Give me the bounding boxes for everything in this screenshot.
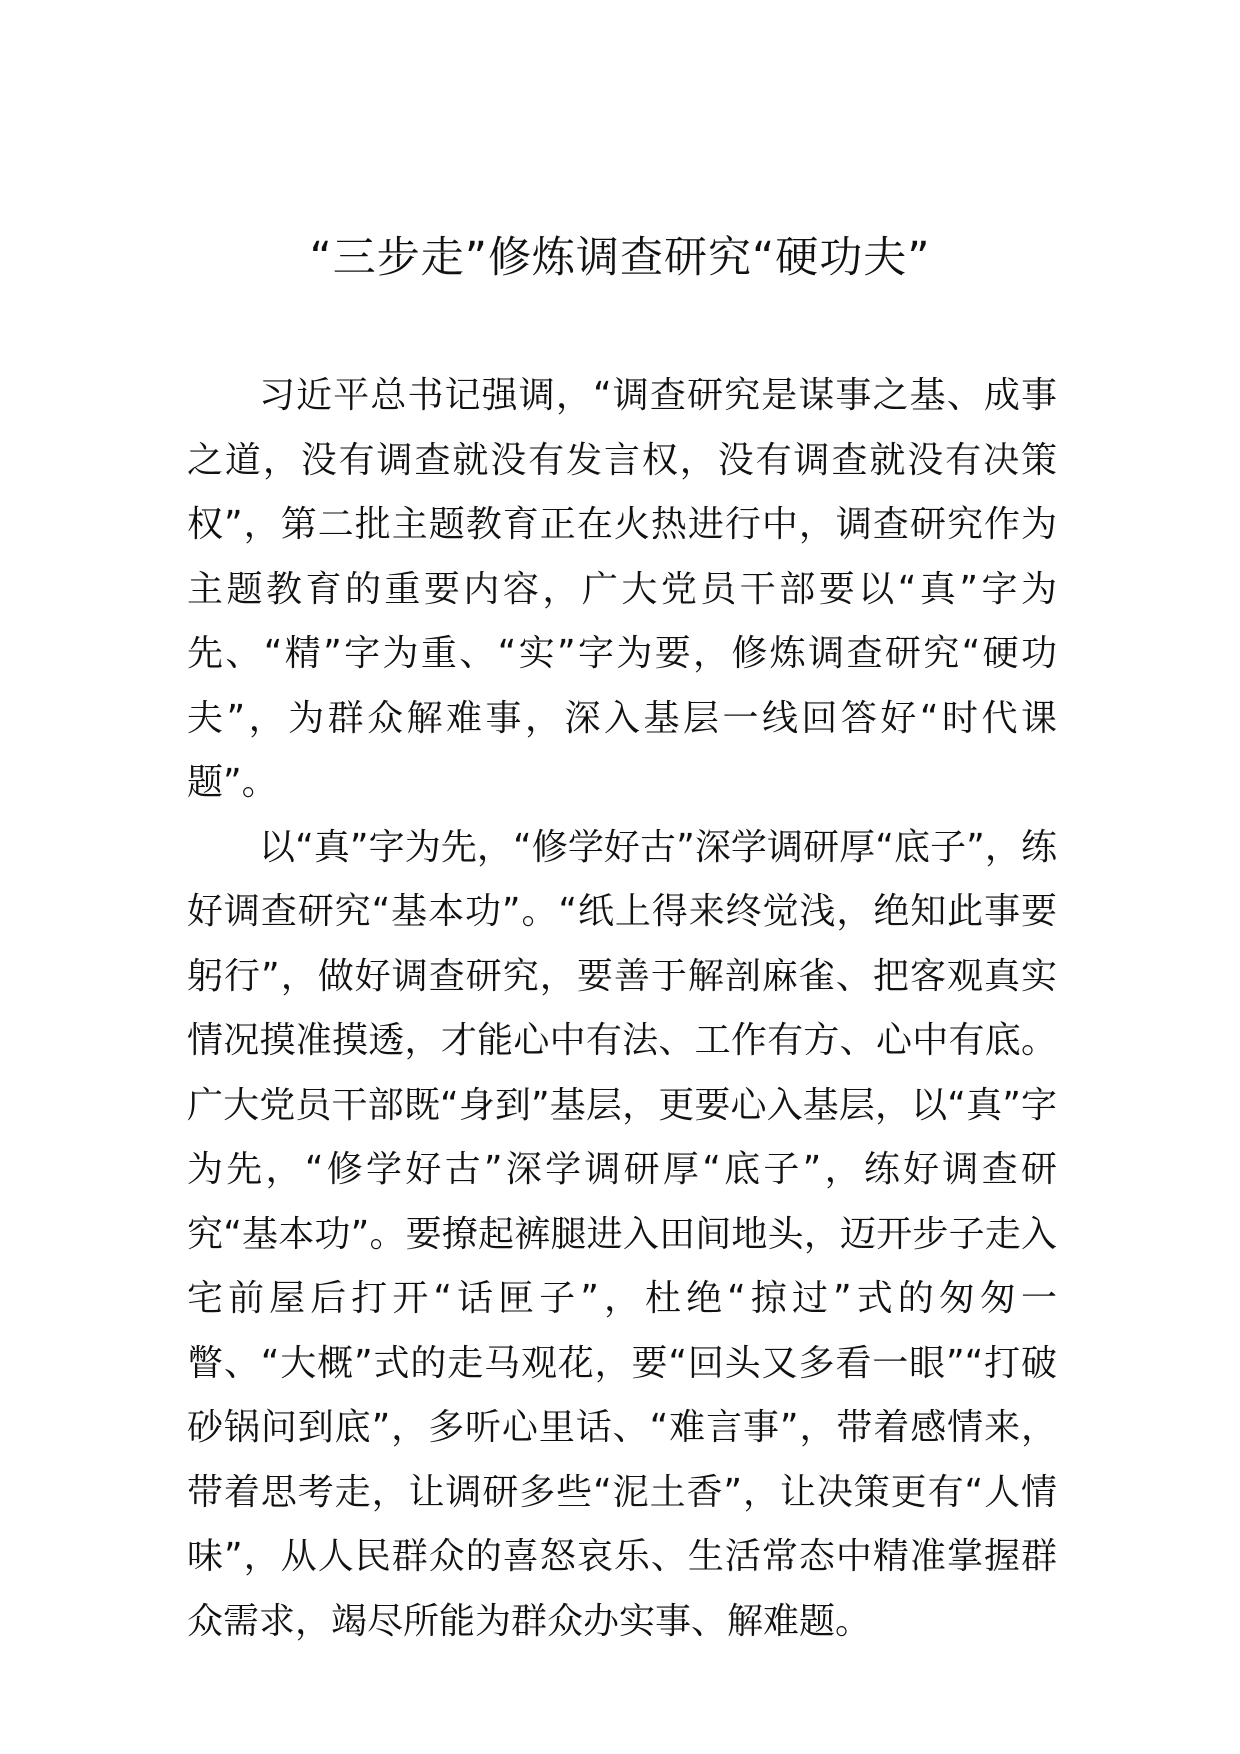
document-title: “三步走”修炼调查研究“硬功夫”	[309, 233, 931, 283]
document-body	[187, 364, 1057, 1654]
paragraph: 以“真”字为先，“修学好古”深学调研厚“底子”，练好调查研究“基本功”。“纸上得来终觉浅，绝知此事要躬行”，做好调查研究，要善于解剖麻雀、把客观真实情况摸准摸透，才能心中有法、工作有方、心中有底。广大党员干部既“身到”基层，更要心入基层，以“真”字为先，“修学好古”深学调研厚“底子”，练好调查研究“基本功”。要撩起裤腿进入田间地头，迈开步子走入宅前屋后打开“话匣子”，杜绝“掠过”式的匆匆一瞥、“大概”式的走马观花，要“回头又多看一眼”“打破砂锅问到底”，多听心里话、“难言事”，带着感情来，带着思考走，让调研多些“泥土香”，让决策更有“人情味”，从人民群众的喜怒哀乐、生活常态中精准掌握群众需求，竭尽所能为群众办实事、解难题。	[187, 826, 1057, 1642]
paragraph: 习近平总书记强调，“调查研究是谋事之基、成事之道，没有调查就没有发言权，没有调查就没有决策权”，第二批主题教育正在火热进行中，调查研究作为主题教育的重要内容，广大党员干部要以“真”字为先、“精”字为重、“实”字为要，修炼调查研究“硬功夫”，为群众解难事，深入基层一线回答好“时代课题”。	[187, 375, 1057, 803]
